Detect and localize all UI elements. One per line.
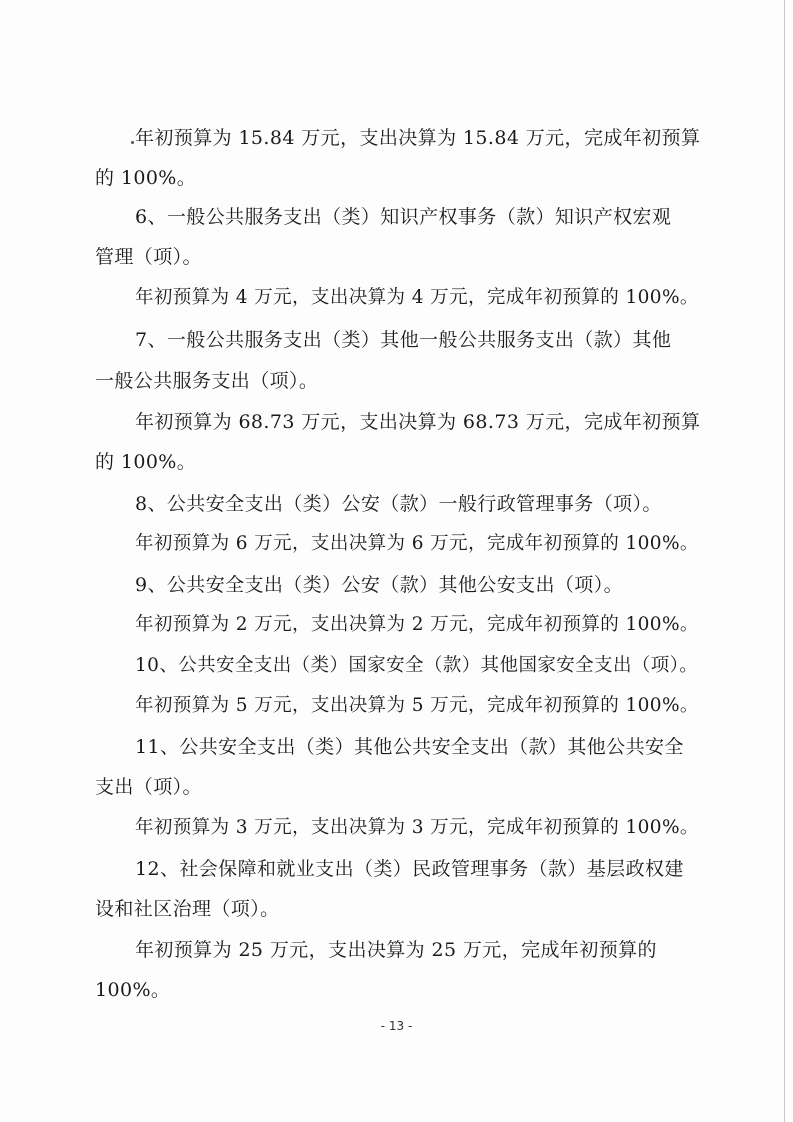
paragraph-line: 7、一般公共服务支出（类）其他一般公共服务支出（款）其他 — [135, 329, 672, 351]
paragraph-line: 年初预算为 25 万元，支出决算为 25 万元，完成年初预算的 — [135, 939, 657, 961]
paragraph-line: 一般公共服务支出（项）。 — [95, 370, 319, 392]
paragraph-line: 年初预算为 68.73 万元，支出决算为 68.73 万元，完成年初预算 — [135, 411, 701, 433]
paragraph-line: 年初预算为 4 万元，支出决算为 4 万元，完成年初预算的 100%。 — [135, 287, 699, 308]
paragraph-line: 年初预算为 5 万元，支出决算为 5 万元，完成年初预算的 100%。 — [135, 695, 699, 716]
paragraph-line: 的 100%。 — [95, 167, 197, 189]
paragraph-line: 12、社会保障和就业支出（类）民政管理事务（款）基层政权建 — [135, 858, 684, 880]
paragraph-line: 9、公共安全支出（类）公安（款）其他公安支出（项）。 — [135, 574, 623, 596]
paragraph-line: 管理（项）。 — [95, 246, 202, 268]
page-number: - 13 - — [380, 1019, 413, 1033]
paragraph-line: 年初预算为 3 万元，支出决算为 3 万元，完成年初预算的 100%。 — [135, 817, 699, 838]
scan-edge-line — [784, 0, 785, 1122]
paragraph-line: 10、公共安全支出（类）国家安全（款）其他国家安全支出（项）。 — [135, 655, 699, 676]
scan-speck — [131, 141, 134, 144]
paragraph-line: 6、一般公共服务支出（类）知识产权事务（款）知识产权宏观 — [135, 206, 672, 228]
paragraph-line: 年初预算为 15.84 万元，支出决算为 15.84 万元，完成年初预算 — [135, 127, 701, 149]
paragraph-line: 设和社区治理（项）。 — [95, 898, 280, 920]
paragraph-line: 年初预算为 6 万元，支出决算为 6 万元，完成年初预算的 100%。 — [135, 533, 699, 554]
paragraph-line: 支出（项）。 — [95, 776, 202, 798]
paragraph-line: 的 100%。 — [95, 451, 197, 473]
paragraph-line: 11、公共安全支出（类）其他公共安全支出（款）其他公共安全 — [135, 736, 684, 758]
paragraph-line: 8、公共安全支出（类）公安（款）一般行政管理事务（项）。 — [135, 493, 662, 515]
paragraph-line: 100%。 — [95, 979, 171, 1001]
paragraph-line: 年初预算为 2 万元，支出决算为 2 万元，完成年初预算的 100%。 — [135, 614, 699, 635]
